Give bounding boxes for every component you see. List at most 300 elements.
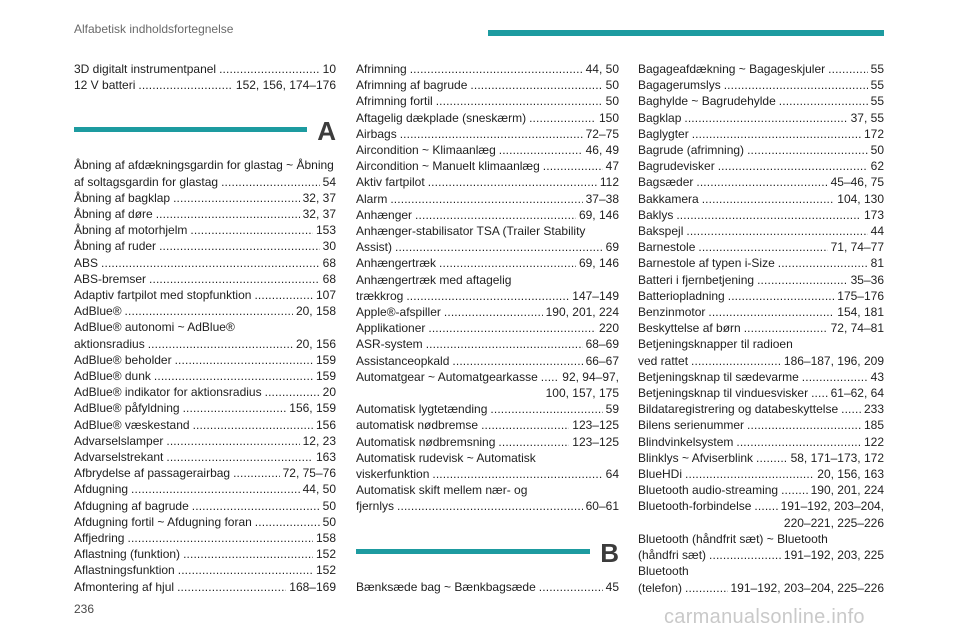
dot-leader <box>757 272 848 288</box>
dot-leader <box>686 223 867 239</box>
index-entry-row <box>638 191 884 207</box>
index-entry <box>356 191 619 207</box>
index-entry <box>356 126 619 142</box>
index-entry <box>356 223 619 255</box>
index-entry-pages: 147–149 <box>572 288 619 303</box>
index-entry-term: af soltagsgardin for glastag <box>74 174 219 189</box>
index-entry <box>638 320 884 336</box>
index-entry <box>74 319 336 351</box>
index-entry-pages: 43 <box>870 369 884 384</box>
index-entry-term: Bænksæde bag ~ Bænkbagsæde <box>356 579 536 594</box>
dot-leader <box>747 142 868 158</box>
dot-leader <box>400 126 583 142</box>
index-entry <box>356 482 619 514</box>
index-entry-term: Adaptiv fartpilot med stopfunktion <box>74 288 252 303</box>
dot-leader <box>415 207 576 223</box>
index-entry <box>356 579 619 595</box>
index-entry-pages: 156, 159 <box>289 401 336 416</box>
index-entry <box>638 239 884 255</box>
dot-leader <box>481 417 569 433</box>
section-divider-bar <box>356 549 590 554</box>
index-entry-pages: 32, 37 <box>302 207 336 222</box>
index-column-1 <box>74 61 336 595</box>
index-entry-term: Betjeningsknap til vinduesvisker <box>638 386 809 401</box>
index-entry-row <box>356 61 619 77</box>
index-entry-pages: 46, 49 <box>585 143 619 158</box>
index-entry-term: Bluetooth-forbindelse <box>638 499 752 514</box>
dot-leader <box>676 207 861 223</box>
index-entry-row <box>638 239 884 255</box>
index-entry-term: BlueHDi <box>638 467 683 482</box>
index-entry-pages: 20, 156, 163 <box>817 467 884 482</box>
index-entry-term: Barnestole <box>638 240 696 255</box>
index-entry-pages: 172 <box>863 126 884 141</box>
index-entry-pages: 92, 94–97, <box>562 369 619 384</box>
index-entry-term: Bakkamera <box>638 191 699 206</box>
index-entry-row <box>638 401 884 417</box>
index-entry-term: Åbning af bagklap <box>74 190 171 205</box>
index-entry-pages: 50 <box>322 498 336 513</box>
dot-leader <box>428 320 596 336</box>
dot-leader <box>101 255 320 271</box>
index-entry-term: Aflastning (funktion) <box>74 547 181 562</box>
index-entry-term: Anhænger <box>356 207 413 222</box>
index-entry-pages: 55 <box>870 94 884 109</box>
index-entry-term: ABS-bremser <box>74 271 147 286</box>
index-entry-line: Anhængertræk med aftagelig <box>356 272 512 287</box>
index-entry <box>638 498 884 530</box>
index-entry-pages: 10 <box>322 62 336 76</box>
index-entry-row <box>638 93 884 109</box>
index-entry <box>638 531 884 563</box>
index-entry-term: Baklys <box>638 207 674 222</box>
index-entry-term: trækkrog <box>356 288 404 303</box>
index-entry-pages: 35–36 <box>850 272 884 287</box>
index-entry-term: Batteriopladning <box>638 288 725 303</box>
index-entry-pages: 61–62, 64 <box>830 386 884 401</box>
index-entry <box>638 385 884 401</box>
index-entry-line: Betjeningsknapper til radioen <box>638 337 793 352</box>
index-entry-pages-continued: 220–221, 225–226 <box>783 515 884 530</box>
index-entry <box>356 304 619 320</box>
index-entry-row <box>356 498 619 514</box>
dot-leader <box>539 579 603 595</box>
index-entry-term: Benzinmotor <box>638 305 706 320</box>
index-entry-row <box>74 190 336 206</box>
index-entry-pages: 54 <box>322 174 336 189</box>
index-entry-pages: 20 <box>322 385 336 400</box>
index-entry-term: Aktiv fartpilot <box>356 175 425 190</box>
index-entry <box>356 255 619 271</box>
index-entry-pages: 64 <box>605 467 619 482</box>
index-entry <box>74 190 336 206</box>
index-entry-pages: 69, 146 <box>578 207 619 222</box>
dot-leader <box>841 401 861 417</box>
index-entry-row <box>638 304 884 320</box>
index-entry-term: Baghylde ~ Bagrudehylde <box>638 94 776 109</box>
index-entry-term: Alarm <box>356 191 388 206</box>
section-letter: B <box>600 537 619 568</box>
dot-leader <box>221 174 320 190</box>
dot-leader <box>125 303 293 319</box>
index-entry-row <box>356 77 619 93</box>
index-entry <box>638 434 884 450</box>
index-entry <box>356 158 619 174</box>
index-entry-term: (telefon) <box>638 580 683 595</box>
dot-leader <box>470 77 602 93</box>
index-entry-line: Automatisk skift mellem nær- og <box>356 483 528 498</box>
index-entry-row <box>638 207 884 223</box>
index-entry <box>74 271 336 287</box>
dot-leader <box>183 400 287 416</box>
index-entry <box>638 272 884 288</box>
index-entry <box>638 110 884 126</box>
index-entry-term: Bilens serienummer <box>638 418 745 433</box>
index-entry <box>638 191 884 207</box>
index-entry-row <box>638 158 884 174</box>
dot-leader <box>439 255 576 271</box>
index-entry-pages: 168–169 <box>289 579 336 594</box>
dot-leader <box>432 466 602 482</box>
index-entry-pages: 152 <box>315 563 336 578</box>
index-entry-line: Automatisk rudevisk ~ Automatisk <box>356 450 536 465</box>
index-entry-pages: 190, 201, 224 <box>810 483 884 498</box>
index-entry-pages: 175–176 <box>837 288 884 303</box>
index-entry <box>638 77 884 93</box>
index-entry-pages: 50 <box>322 514 336 529</box>
index-entry <box>638 158 884 174</box>
index-entry-row <box>74 498 336 514</box>
dot-leader <box>781 482 808 498</box>
index-entry-pages: 20, 156 <box>295 336 336 351</box>
index-entry-row <box>356 288 619 304</box>
index-entry-row <box>638 482 884 498</box>
section-letter: A <box>317 116 336 147</box>
dot-leader <box>426 336 583 352</box>
index-entry-row <box>356 255 619 271</box>
index-entry-row <box>638 126 884 142</box>
index-entry-pages: 60–61 <box>585 499 619 514</box>
index-entry-row <box>638 320 884 336</box>
index-entry-row <box>638 288 884 304</box>
index-entry-pages: 153 <box>315 223 336 238</box>
page-number: 236 <box>74 602 95 616</box>
index-entry-row <box>356 110 619 126</box>
index-entry-row <box>638 61 884 77</box>
dot-leader <box>692 126 861 142</box>
dot-leader <box>696 174 827 190</box>
index-entry <box>638 61 884 77</box>
index-entry-pages: 190, 201, 224 <box>545 305 619 320</box>
dot-leader <box>778 255 868 271</box>
index-entry-row <box>74 206 336 222</box>
index-entry-pages: 30 <box>322 239 336 254</box>
index-entry-term: Advarselslamper <box>74 433 164 448</box>
index-entry <box>74 352 336 368</box>
index-entry-pages: 45–46, 75 <box>830 175 884 190</box>
index-entry <box>356 320 619 336</box>
index-entry-term: Anhængertræk <box>356 256 437 271</box>
index-entry <box>638 304 884 320</box>
index-entry-term: Åbning af motorhjelm <box>74 223 188 238</box>
index-entry-term: AdBlue® indikator for aktionsradius <box>74 385 262 400</box>
dot-leader <box>265 384 320 400</box>
index-entry <box>356 336 619 352</box>
section-header <box>356 532 619 568</box>
index-entry-row <box>356 126 619 142</box>
index-entry-row <box>74 336 336 352</box>
index-entry-term: AdBlue® væskestand <box>74 417 190 432</box>
index-entry-pages: 81 <box>870 256 884 271</box>
index-entry-pages: 50 <box>605 78 619 93</box>
index-entry-row <box>74 400 336 416</box>
index-entry-term: fjernlys <box>356 499 395 514</box>
index-entry <box>638 563 884 595</box>
index-entry <box>74 303 336 319</box>
index-entry-pages: 68 <box>322 255 336 270</box>
index-entry-row <box>638 142 884 158</box>
index-entry-row <box>638 223 884 239</box>
index-entry <box>356 450 619 482</box>
dot-leader <box>406 288 569 304</box>
index-entry-term: Bagrudevisker <box>638 159 715 174</box>
index-column-3 <box>638 61 884 596</box>
index-entry-row <box>356 401 619 417</box>
index-entry-pages: 104, 130 <box>837 191 884 206</box>
dot-leader <box>149 271 320 287</box>
index-entry <box>638 93 884 109</box>
index-entry-term: Afrimning <box>356 62 407 76</box>
index-column-2 <box>356 61 619 595</box>
dot-leader <box>744 320 828 336</box>
index-entry <box>74 481 336 497</box>
index-entry-term: Airbags <box>356 126 397 141</box>
index-entry-term: Apple®-afspiller <box>356 305 441 320</box>
index-entry-line: Bluetooth (håndfrit sæt) ~ Bluetooth <box>638 531 828 546</box>
index-entry-row <box>638 255 884 271</box>
index-entry <box>74 255 336 271</box>
index-entry-row <box>638 77 884 93</box>
dot-leader <box>154 368 313 384</box>
index-entry-term: Afrimning af bagrude <box>356 78 468 93</box>
index-entry-term: (håndfri sæt) <box>638 548 707 563</box>
index-entry-pages: 44 <box>870 224 884 239</box>
dot-leader <box>709 547 781 563</box>
index-entry-row <box>74 465 336 481</box>
dot-leader <box>452 353 582 369</box>
index-entry-pages: 72, 74–81 <box>830 321 884 336</box>
index-entry-row <box>74 255 336 271</box>
dot-leader <box>138 77 233 93</box>
dot-leader <box>490 401 602 417</box>
index-entry-term: Afrimning fortil <box>356 94 433 109</box>
index-entry <box>74 206 336 222</box>
dot-leader <box>397 498 583 514</box>
index-entry-row <box>356 207 619 223</box>
index-entry-row <box>74 271 336 287</box>
dot-leader <box>756 450 788 466</box>
index-entry-term: Aircondition ~ Klimaanlæg <box>356 143 496 158</box>
index-entry-row <box>74 433 336 449</box>
index-entry-term: Affjedring <box>74 531 125 546</box>
dot-leader <box>148 336 293 352</box>
dot-leader <box>529 110 596 126</box>
dot-leader <box>233 465 280 481</box>
index-entry <box>638 174 884 190</box>
index-entry-pages: 158 <box>315 531 336 546</box>
index-entry-row <box>356 304 619 320</box>
index-entry <box>74 238 336 254</box>
index-entry-pages: 58, 171–173, 172 <box>790 450 884 465</box>
index-entry-term: Bagagerumslys <box>638 78 721 93</box>
dot-leader <box>255 514 320 530</box>
index-entry-row <box>356 417 619 433</box>
index-entry-pages: 47 <box>605 159 619 174</box>
index-entry-pages: 107 <box>315 288 336 303</box>
index-entry-pages: 156 <box>315 417 336 432</box>
index-entry-row <box>74 514 336 530</box>
index-entry-term: Advarselstrekant <box>74 450 164 465</box>
dot-leader <box>127 530 312 546</box>
dot-leader <box>543 158 603 174</box>
index-entry-row <box>638 385 884 401</box>
dot-leader <box>685 580 727 596</box>
index-entry-row <box>74 449 336 465</box>
index-entry-row <box>356 434 619 450</box>
index-entry-row <box>638 110 884 126</box>
index-entry-pages: 69 <box>605 240 619 255</box>
index-entry <box>638 255 884 271</box>
index-entry-row <box>356 369 619 385</box>
index-entry-term: viskerfunktion <box>356 467 430 482</box>
index-entry-row <box>74 77 336 93</box>
index-entry-row <box>74 481 336 497</box>
dot-leader <box>395 239 603 255</box>
dot-leader <box>718 158 868 174</box>
index-entry-row <box>356 336 619 352</box>
index-entry-term: Batteri i fjernbetjening <box>638 272 755 287</box>
index-entry-line: Åbning af afdækningsgardin for glastag ~ Åbning <box>74 158 334 173</box>
index-entry-pages: 69, 146 <box>578 256 619 271</box>
index-entry-term: Automatisk nødbremsning <box>356 434 496 449</box>
index-entry-pages: 173 <box>863 207 884 222</box>
index-entry-line: AdBlue® autonomi ~ AdBlue® <box>74 320 235 335</box>
index-entry-term: Bluetooth audio-streaming <box>638 483 779 498</box>
dot-leader <box>436 93 603 109</box>
index-entry <box>74 433 336 449</box>
index-entry-pages: 68 <box>322 271 336 286</box>
index-entry <box>74 562 336 578</box>
index-entry-pages: 123–125 <box>572 418 619 433</box>
index-entry-row <box>74 287 336 303</box>
index-entry <box>356 353 619 369</box>
dot-leader <box>754 498 777 514</box>
index-entry-row <box>356 174 619 190</box>
dot-leader <box>779 93 868 109</box>
index-entry-term: Automatisk lygtetænding <box>356 402 488 417</box>
index-entry-term: Afmontering af hjul <box>74 579 175 594</box>
index-entry-pages: 37, 55 <box>850 110 884 125</box>
index-entry <box>638 142 884 158</box>
index-entry <box>638 369 884 385</box>
index-entry <box>638 482 884 498</box>
index-entry <box>74 530 336 546</box>
index-entry-term: Assist) <box>356 240 392 255</box>
index-entry-term: 3D digitalt instrumentpanel <box>74 62 217 76</box>
index-entry-pages: 154, 181 <box>837 305 884 320</box>
index-entry-term: automatisk nødbremse <box>356 418 479 433</box>
index-entry-line: Anhænger-stabilisator TSA (Trailer Stability <box>356 224 586 239</box>
dot-leader <box>156 206 300 222</box>
dot-leader <box>178 562 313 578</box>
dot-leader <box>541 369 560 385</box>
section-divider-bar <box>74 127 307 132</box>
dot-leader <box>802 369 868 385</box>
index-entry-pages: 72, 75–76 <box>282 466 336 481</box>
dot-leader <box>828 61 868 77</box>
index-entry-term: Assistanceopkald <box>356 353 450 368</box>
dot-leader <box>219 61 320 77</box>
index-entry-pages: 59 <box>605 402 619 417</box>
index-entry-pages: 72–75 <box>585 126 619 141</box>
index-entry-pages: 152 <box>315 547 336 562</box>
index-entry-row <box>638 353 884 369</box>
index-entry-row <box>638 498 884 514</box>
dot-leader <box>131 481 300 497</box>
index-entry-term: AdBlue® dunk <box>74 369 151 384</box>
index-entry-pages: 44, 50 <box>302 482 336 497</box>
index-entry-pages: 45 <box>605 579 619 594</box>
index-entry-term: Aflastningsfunktion <box>74 563 175 578</box>
index-entry <box>74 417 336 433</box>
index-entry-term: Afdugning fortil ~ Afdugning foran <box>74 514 252 529</box>
index-entry <box>74 449 336 465</box>
dot-leader <box>166 449 313 465</box>
page-header-title: Alfabetisk indholdsfortegnelse <box>74 22 234 36</box>
index-entry-row <box>74 174 336 190</box>
index-entry-row <box>356 320 619 336</box>
index-entry-row <box>638 272 884 288</box>
index-entry-pages: 123–125 <box>572 434 619 449</box>
index-entry <box>74 546 336 562</box>
index-entry-term: AdBlue® <box>74 304 122 319</box>
index-entry-pages: 50 <box>605 94 619 109</box>
index-entry-row <box>74 562 336 578</box>
header-accent-bar <box>488 30 884 36</box>
index-entry-pages: 233 <box>863 402 884 417</box>
index-entry-pages: 191–192, 203–204, <box>780 499 884 514</box>
index-entry-term: ved rattet <box>638 353 689 368</box>
index-entry-term: ABS <box>74 255 99 270</box>
index-entry-row <box>638 547 884 563</box>
index-entry <box>74 400 336 416</box>
index-entry-term: Beskyttelse af børn <box>638 321 741 336</box>
index-entry-row <box>638 434 884 450</box>
index-entry <box>74 157 336 189</box>
index-entry <box>638 223 884 239</box>
dot-leader <box>159 238 320 254</box>
index-entry <box>74 368 336 384</box>
index-entry-pages: 191–192, 203, 225 <box>783 548 884 563</box>
index-entry <box>638 417 884 433</box>
dot-leader <box>444 304 543 320</box>
index-entry <box>74 465 336 481</box>
index-entry-pages: 71, 74–77 <box>830 240 884 255</box>
index-entry-row <box>74 546 336 562</box>
index-entry-pages: 152, 156, 174–176 <box>235 78 336 93</box>
index-entry-term: Baglygter <box>638 126 689 141</box>
index-entry-pages: 163 <box>315 450 336 465</box>
